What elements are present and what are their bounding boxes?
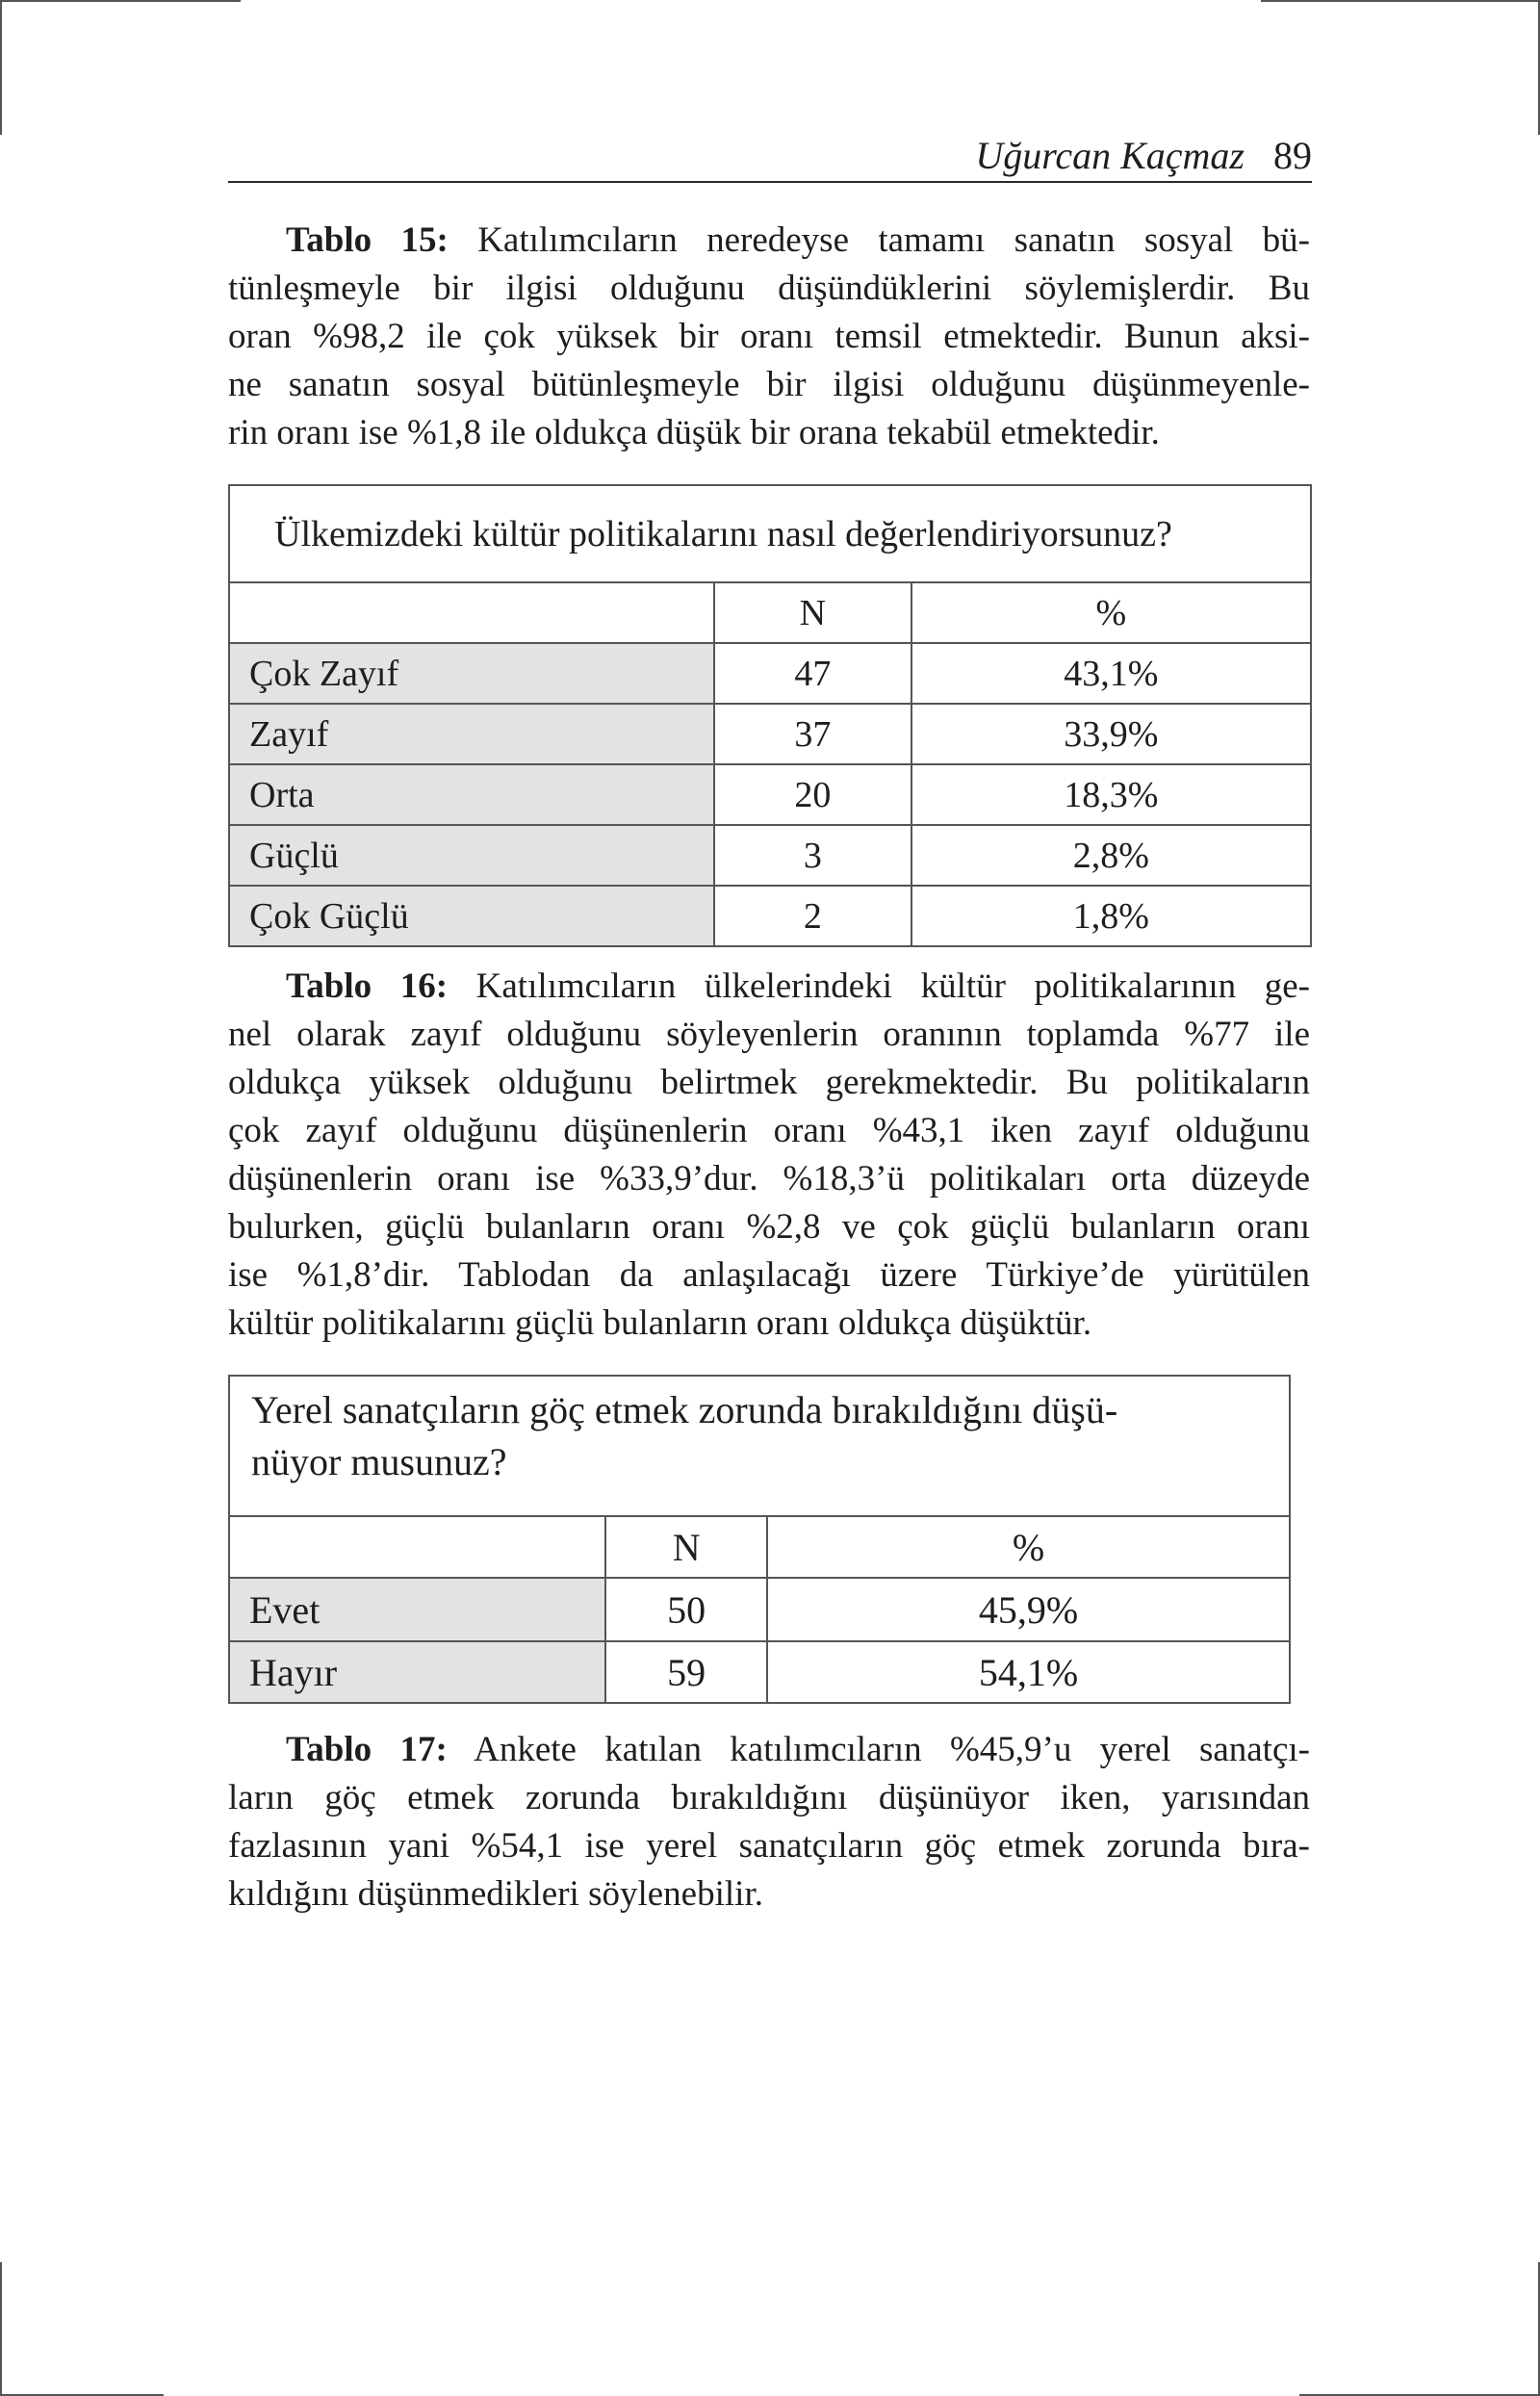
row-n: 59 — [605, 1641, 767, 1703]
row-label: Çok Zayıf — [229, 643, 714, 704]
row-n: 50 — [605, 1578, 767, 1641]
column-header-n: N — [714, 582, 911, 643]
paragraph-label: Tablo 16: — [286, 966, 449, 1006]
text-line: kültür politikalarını güçlü bulanların oranı oldukça düşüktür. — [228, 1303, 1092, 1343]
row-percent: 33,9% — [911, 704, 1311, 764]
table-row — [229, 764, 1311, 825]
row-n: 20 — [714, 764, 911, 825]
row-n: 2 — [714, 886, 911, 946]
table-kultur-politikalari — [228, 484, 1312, 947]
crop-mark-top-left — [0, 0, 2, 135]
running-header — [228, 133, 1312, 183]
table-header-empty — [229, 1516, 605, 1578]
table-header-empty — [229, 582, 714, 643]
table-yerel-sanatcilar — [228, 1375, 1291, 1704]
table-row — [229, 704, 1311, 764]
crop-mark-top-left-h — [0, 0, 241, 2]
paragraph-label: Tablo 15: — [286, 220, 449, 260]
page-number: 89 — [1273, 134, 1312, 177]
text-line-content: Katılımcıların ülkelerindeki kültür politikalarının ge- — [475, 966, 1310, 1006]
text-line: düşünenlerin oranı ise %33,9’dur. %18,3’ü politikaları orta düzeyde — [228, 1159, 1310, 1198]
row-n: 47 — [714, 643, 911, 704]
row-label: Orta — [229, 764, 714, 825]
table-row — [229, 825, 1311, 886]
question-line: nüyor musunuz? — [251, 1440, 507, 1483]
table-question: Ülkemizdeki kültür politikalarını nasıl değerlendiriyorsunuz? — [229, 485, 1311, 582]
text-line-content: Katılımcıların neredeyse tamamı sanatın sosyal bü- — [477, 220, 1311, 260]
row-n: 37 — [714, 704, 911, 764]
row-label: Güçlü — [229, 825, 714, 886]
row-label: Evet — [229, 1578, 605, 1641]
crop-mark-bottom-left — [0, 2262, 2, 2396]
table-row — [229, 1641, 1290, 1703]
text-line — [228, 963, 1310, 1011]
column-header-percent: % — [767, 1516, 1290, 1578]
text-line: rin oranı ise %1,8 ile oldukça düşük bir orana tekabül etmektedir. — [228, 413, 1160, 452]
row-percent: 43,1% — [911, 643, 1311, 704]
row-percent: 45,9% — [767, 1578, 1290, 1641]
text-line: kıldığını düşünmedikleri söylenebilir. — [228, 1874, 763, 1914]
text-line: oldukça yüksek olduğunu belirtmek gerekmektedir. Bu politikaların — [228, 1063, 1310, 1102]
text-line: ne sanatın sosyal bütünleşmeyle bir ilgisi olduğunu düşünmeyenle- — [228, 365, 1310, 404]
text-line: oran %98,2 ile çok yüksek bir oranı temsil etmektedir. Bunun aksi- — [228, 317, 1310, 356]
text-line: bulurken, güçlü bulanların oranı %2,8 ve çok güçlü bulanların oranı — [228, 1207, 1310, 1247]
row-n: 3 — [714, 825, 911, 886]
question-line: Yerel sanatçıların göç etmek zorunda bırakıldığını düşü- — [251, 1388, 1118, 1431]
text-line — [228, 217, 1310, 265]
row-percent: 1,8% — [911, 886, 1311, 946]
text-line: çok zayıf olduğunu düşünenlerin oranı %43,1 iken zayıf olduğunu — [228, 1111, 1310, 1150]
table-question — [229, 1376, 1290, 1516]
row-label: Hayır — [229, 1641, 605, 1703]
row-percent: 2,8% — [911, 825, 1311, 886]
row-percent: 18,3% — [911, 764, 1311, 825]
text-line: nel olarak zayıf olduğunu söyleyenlerin oranının toplamda %77 ile — [228, 1015, 1310, 1054]
row-label: Çok Güçlü — [229, 886, 714, 946]
text-line: ların göç etmek zorunda bırakıldığını düşünüyor iken, yarısından — [228, 1778, 1310, 1817]
text-line: ise %1,8’dir. Tablodan da anlaşılacağı üzere Türkiye’de yürütülen — [228, 1255, 1310, 1295]
paragraph-tablo-15 — [228, 217, 1310, 457]
row-label: Zayıf — [229, 704, 714, 764]
text-line-content: Ankete katılan katılımcıların %45,9’u yerel sanatçı- — [474, 1730, 1310, 1769]
table-row — [229, 643, 1311, 704]
paragraph-tablo-16 — [228, 963, 1310, 1348]
column-header-percent: % — [911, 582, 1311, 643]
text-line — [228, 1726, 1310, 1774]
crop-mark-top-right-h — [1261, 0, 1540, 2]
text-line: tünleşmeyle bir ilgisi olduğunu düşündüklerini söylemişlerdir. Bu — [228, 269, 1310, 308]
row-percent: 54,1% — [767, 1641, 1290, 1703]
text-line: fazlasının yani %54,1 ise yerel sanatçıların göç etmek zorunda bıra- — [228, 1826, 1310, 1866]
paragraph-label: Tablo 17: — [286, 1730, 448, 1769]
paragraph-tablo-17 — [228, 1726, 1310, 1919]
table-row — [229, 1578, 1290, 1641]
table-row — [229, 886, 1311, 946]
header-author: Uğurcan Kaçmaz — [975, 134, 1245, 177]
column-header-n: N — [605, 1516, 767, 1578]
